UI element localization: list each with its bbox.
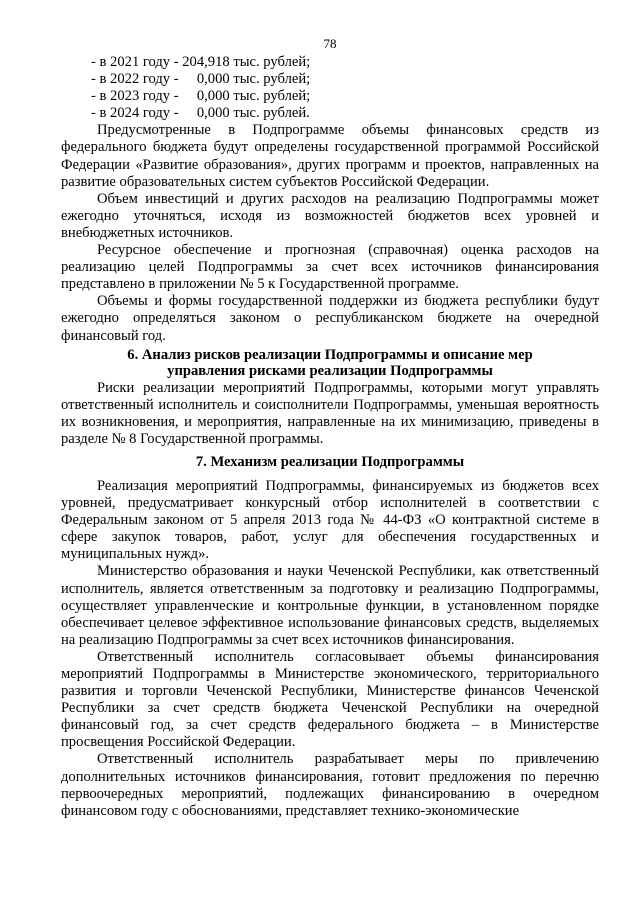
paragraph-financing-approval: Ответственный исполнитель согласовывает объемы финансирования мероприятий Подпрограммы в Министерстве экономического, территориального развития и торговли Чеченской Республики, Министерстве финансов Чеченской Республики за счет средств бюджета Чеченской Республики на очередной финансовый год, за счет средств федерального бюджета – в Министерстве просвещения Российской Федерации. <box>61 648 599 751</box>
paragraph-implementation: Реализация мероприятий Подпрограммы, финансируемых из бюджетов всех уровней, предусматривает конкурсный отбор исполнителей в соответствии с Федеральным законом от 5 апреля 2013 года № 44-ФЗ «О контрактной системе в сфере закупок товаров, работ, услуг для обеспечения государственных и муниципальных нужд». <box>61 477 599 563</box>
paragraph-additional-sources: Ответственный исполнитель разрабатывает меры по привлечению дополнительных источников финансирования, готовит предложения по перечню первоочередных мероприятий, подлежащих финансированию в очередном финансовом году с обоснованиями, представляет технико-экономические <box>61 751 599 819</box>
paragraph-federal-budget: Предусмотренные в Подпрограмме объемы финансовых средств из федерального бюджета будут определены государственной программой Российской Федерации «Развитие образования», других программ и проектов, направленных на развитие образовательных систем субъектов Российской Федерации. <box>61 122 599 190</box>
page-number: 78 <box>323 36 337 51</box>
financing-line-2024: - в 2024 году - 0,000 тыс. рублей. <box>91 105 310 122</box>
paragraph-resource-provision: Ресурсное обеспечение и прогнозная (справочная) оценка расходов на реализацию целей Подпрограммы за счет всех источников финансирования представлено в приложении № 5 к Государственной программе. <box>61 242 599 293</box>
paragraph-investment-volume: Объем инвестиций и других расходов на реализацию Подпрограммы может ежегодно уточняться, исходя из возможностей бюджетов всех уровней и внебюджетных источников. <box>61 190 599 241</box>
section-7-heading: 7. Механизм реализации Подпрограммы <box>195 453 465 470</box>
paragraph-state-support: Объемы и формы государственной поддержки из бюджета республики будут ежегодно определяться законом о республиканском бюджете на очередной финансовый год. <box>61 293 599 344</box>
section-6-heading <box>61 347 599 379</box>
financing-line-2021: - в 2021 году - 204,918 тыс. рублей; <box>91 54 311 70</box>
financing-list <box>61 54 599 122</box>
section-6-heading-line-1: 6. Анализ рисков реализации Подпрограммы и описание мер <box>127 346 533 363</box>
financing-line-2022: - в 2022 году - 0,000 тыс. рублей; <box>91 71 311 88</box>
paragraph-risks: Риски реализации мероприятий Подпрограммы, которыми могут управлять ответственный исполнитель и соисполнители Подпрограммы, уменьшая вероятность их возникновения, и мероприятия, направленные на их минимизацию, приведены в разделе № 8 Государственной программы. <box>61 379 599 447</box>
section-6-heading-line-2: управления рисками реализации Подпрограммы <box>167 362 493 379</box>
paragraph-ministry: Министерство образования и науки Чеченской Республики, как ответственный исполнитель, является ответственным за подготовку и реализацию Подпрограммы, осуществляет управленческие и контрольные функции, в установленном порядке обеспечивает целевое эффективное использование финансовых средств, выделяемых на реализацию Подпрограммы за счет всех источников финансирования. <box>61 563 599 648</box>
financing-line-2023: - в 2023 году - 0,000 тыс. рублей; <box>91 88 311 105</box>
